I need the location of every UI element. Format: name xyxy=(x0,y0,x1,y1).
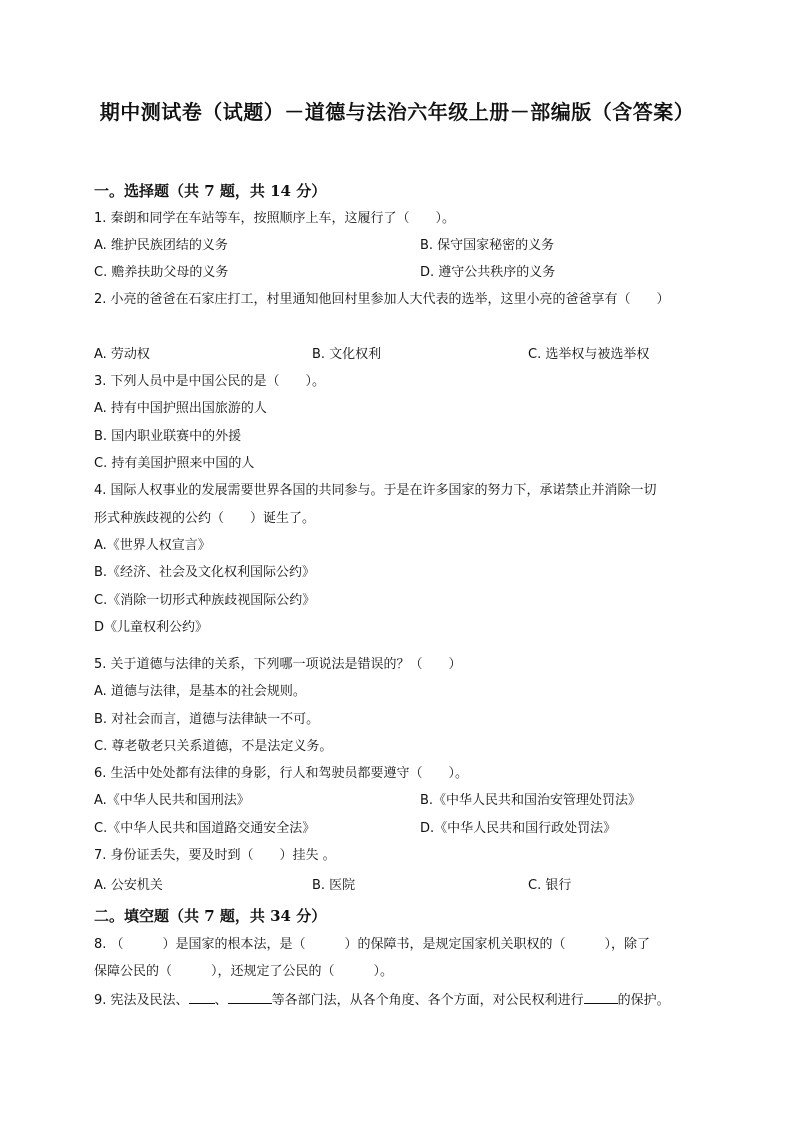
question-6-option-d: D.《中华人民共和国行政处罚法》 xyxy=(420,821,617,836)
question-1-option-c: C. 赡养扶助父母的义务 xyxy=(94,265,229,280)
question-3-option-a: A. 持有中国护照出国旅游的人 xyxy=(94,401,267,416)
question-6-stem: 6. 生活中处处都有法律的身影，行人和驾驶员都要遵守（ ）。 xyxy=(94,766,469,781)
question-1-option-a: A. 维护民族团结的义务 xyxy=(94,238,228,253)
question-4-stem-line-2: 形式种族歧视的公约（ ）诞生了。 xyxy=(94,511,316,526)
question-1-option-d: D. 遵守公共秩序的义务 xyxy=(420,265,556,280)
question-5-option-a: A. 道德与法律，是基本的社会规则。 xyxy=(94,684,306,699)
question-2-stem: 2. 小亮的爸爸在石家庄打工，村里通知他回村里参加人大代表的选举，这里小亮的爸爸享有（ ） xyxy=(94,292,670,307)
question-8-line-1: 8. （ ）是国家的根本法，是（ ）的保障书，是规定国家机关职权的（ ），除了 xyxy=(94,937,651,952)
question-4-option-b: B.《经济、社会及文化权利国际公约》 xyxy=(94,565,316,580)
question-3-stem: 3. 下列人员中是中国公民的是（ ）。 xyxy=(94,374,326,389)
question-3-option-c: C. 持有美国护照来中国的人 xyxy=(94,456,255,471)
question-7-stem: 7. 身份证丢失，要及时到（ ）挂失 。 xyxy=(94,848,336,863)
section-heading-fill-blank: 二。填空题（共 7 题，共 34 分） xyxy=(94,907,327,925)
answer-blank[interactable] xyxy=(584,991,618,1004)
answer-blank[interactable] xyxy=(228,991,272,1004)
question-3-option-b: B. 国内职业联赛中的外援 xyxy=(94,429,242,444)
document-title: 期中测试卷（试题）－道德与法治六年级上册－部编版（含答案） xyxy=(99,100,695,124)
question-5-option-b: B. 对社会而言，道德与法律缺一不可。 xyxy=(94,712,320,727)
question-5-stem: 5. 关于道德与法律的关系，下列哪一项说法是错误的？（ ） xyxy=(94,657,462,672)
question-7-option-b: B. 医院 xyxy=(312,878,356,893)
question-9-text-2: 、 xyxy=(214,993,228,1008)
question-6-option-c: C.《中华人民共和国道路交通安全法》 xyxy=(94,821,316,836)
question-4-option-d: D《儿童权利公约》 xyxy=(94,620,209,635)
question-6-option-b: B.《中华人民共和国治安管理处罚法》 xyxy=(420,793,642,808)
question-7-option-a: A. 公安机关 xyxy=(94,878,163,893)
question-7-option-c: C. 银行 xyxy=(528,878,572,893)
question-9-text-1: 9. 宪法及民法、 xyxy=(94,993,189,1008)
question-4-stem-line-1: 4. 国际人权事业的发展需要世界各国的共同参与。于是在许多国家的努力下，承诺禁止并消除一切 xyxy=(94,483,657,498)
section-heading-choice: 一。选择题（共 7 题，共 14 分） xyxy=(94,182,327,200)
question-4-option-c: C.《消除一切形式种族歧视国际公约》 xyxy=(94,593,316,608)
question-9-text-3: 等各部门法，从各个角度、各个方面，对公民权利进行 xyxy=(271,993,584,1008)
question-9-text-4: 的保护。 xyxy=(617,993,670,1008)
question-1-stem: 1. 秦朗和同学在车站等车，按照顺序上车，这履行了（ ）。 xyxy=(94,211,456,226)
question-1-option-b: B. 保守国家秘密的义务 xyxy=(420,238,555,253)
question-2-option-a: A. 劳动权 xyxy=(94,347,150,362)
question-5-option-c: C. 尊老敬老只关系道德，不是法定义务。 xyxy=(94,739,333,754)
question-2-option-b: B. 文化权利 xyxy=(312,347,382,362)
question-2-option-c: C. 选举权与被选举权 xyxy=(528,347,650,362)
question-9-stem xyxy=(94,991,670,1010)
question-4-option-a: A.《世界人权宣言》 xyxy=(94,538,211,553)
answer-blank[interactable] xyxy=(189,991,215,1004)
question-8-line-2: 保障公民的（ ），还规定了公民的（ ）。 xyxy=(94,964,394,979)
question-6-option-a: A.《中华人民共和国刑法》 xyxy=(94,793,250,808)
